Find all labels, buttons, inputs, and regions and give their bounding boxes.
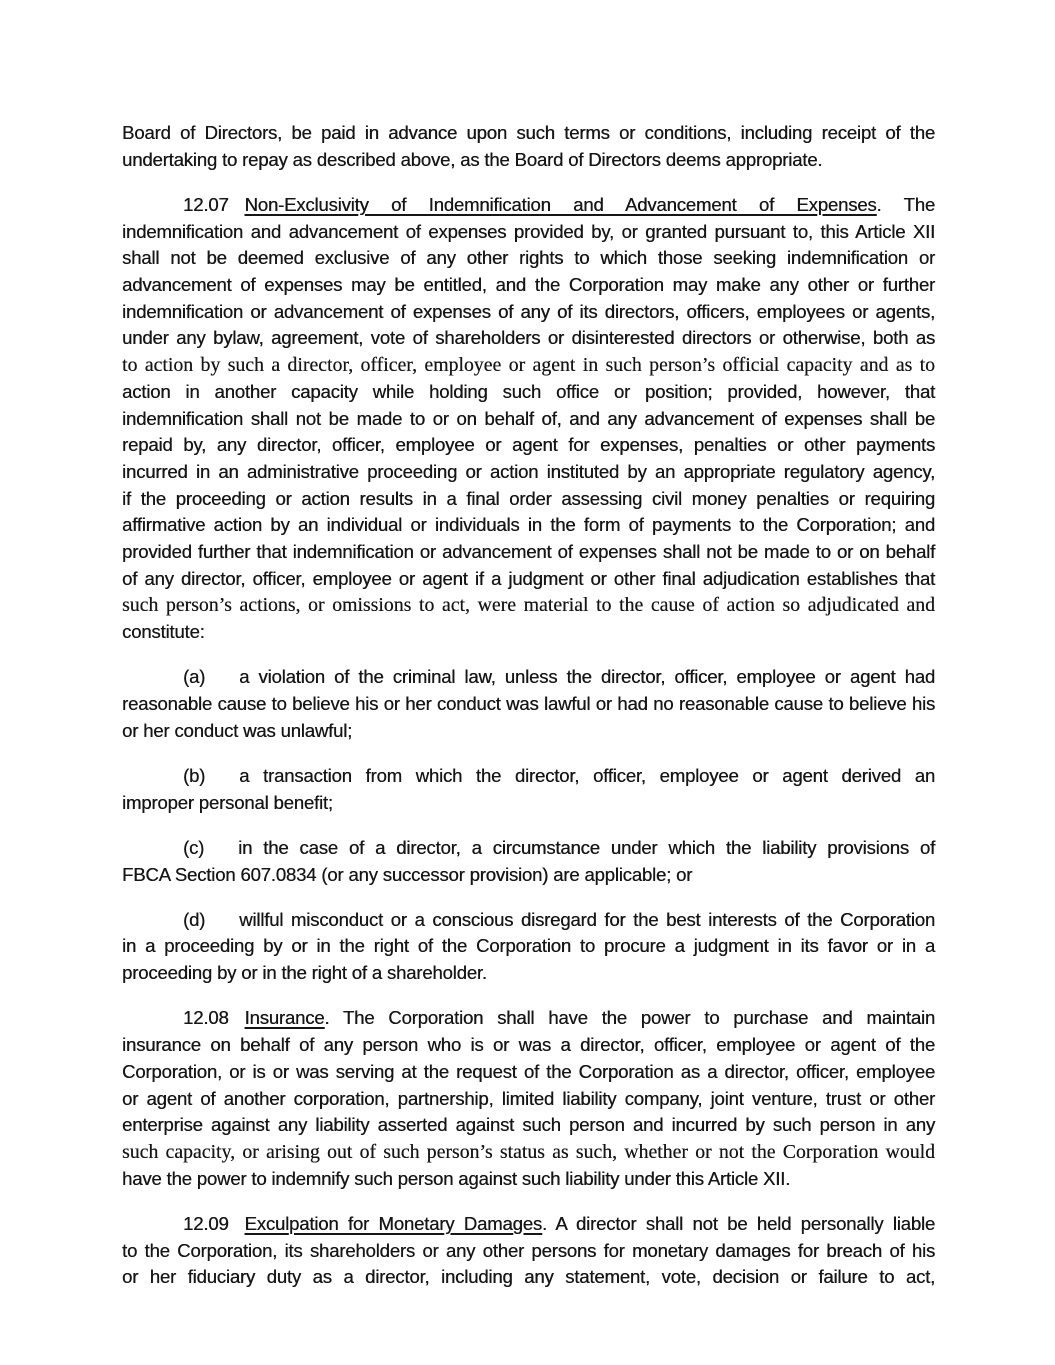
paragraph-item-c — [122, 835, 935, 888]
text-segment: advancement of expenses may be entitled, and the Corporation may make any other or further — [122, 274, 935, 296]
text-line — [122, 1059, 935, 1086]
text-line — [122, 379, 935, 406]
text-segment: to action by such a director, officer, employee or agent in such person’s official capacity and as to — [122, 354, 935, 377]
text-segment: in the case of a director, a circumstance under which the liability provisions of — [238, 836, 935, 858]
text-line — [122, 245, 935, 272]
text-segment: affirmative action by an individual or individuals in the form of payments to the Corporation; and — [122, 514, 935, 536]
text-line — [122, 432, 935, 459]
text-line — [122, 406, 935, 433]
text-segment: if the proceeding or action results in a final order assessing civil money penalties or requiring — [122, 487, 935, 509]
text-segment: such capacity, or arising out of such person’s status as such, whether or not the Corporation would — [122, 1140, 935, 1163]
text-line — [122, 907, 935, 934]
text-line — [122, 192, 935, 219]
text-line — [122, 299, 935, 326]
text-line — [122, 1211, 935, 1238]
text-segment: incurred in an administrative proceeding or action instituted by an appropriate regulatory agency, — [122, 460, 935, 482]
text-line — [122, 147, 935, 174]
text-line — [122, 664, 935, 691]
section-title: Non-Exclusivity of Indemnification and Advancement of Expenses — [244, 193, 877, 215]
text-line — [122, 960, 935, 987]
text-line — [122, 459, 935, 486]
paragraph-item-b — [122, 763, 935, 816]
tab-space — [229, 1023, 245, 1024]
list-marker: (a) — [183, 666, 206, 688]
text-line — [122, 486, 935, 513]
text-line — [122, 835, 935, 862]
text-line — [122, 1086, 935, 1113]
section-title: Insurance — [244, 1007, 325, 1029]
text-segment: under any bylaw, agreement, vote of shareholders or disinterested directors or otherwise, both as — [122, 327, 935, 349]
text-line — [122, 120, 935, 147]
text-line — [122, 933, 935, 960]
tab-space — [205, 925, 239, 926]
text-segment: a transaction from which the director, officer, employee or agent derived an — [239, 764, 935, 786]
text-line — [122, 219, 935, 246]
text-line — [122, 1264, 935, 1291]
section-number: 12.09 — [183, 1212, 229, 1234]
text-line — [122, 1238, 935, 1265]
paragraph-item-a — [122, 664, 935, 744]
tab-space — [229, 210, 245, 211]
text-line — [122, 352, 935, 379]
text-line — [122, 790, 935, 817]
text-segment: such person’s actions, or omissions to act, were material to the cause of action so adjudicated and — [122, 594, 935, 617]
text-line — [122, 1166, 935, 1193]
text-segment: FBCA Section 607.0834 (or any successor provision) are applicable; or — [122, 863, 693, 885]
text-line — [122, 539, 935, 566]
tab-space — [205, 682, 239, 683]
section-number: 12.08 — [183, 1007, 229, 1029]
text-segment: improper personal benefit; — [122, 791, 333, 813]
text-line — [122, 1005, 935, 1032]
list-marker: (d) — [183, 908, 206, 930]
text-line — [122, 619, 935, 646]
text-segment: in a proceeding by or in the right of the Corporation to procure a judgment in its favor or in a — [122, 935, 935, 957]
text-segment: or her fiduciary duty as a director, including any statement, vote, decision or failure to act, — [122, 1266, 935, 1288]
text-segment: of any director, officer, employee or agent if a judgment or other final adjudication establishes that — [122, 567, 935, 589]
list-marker: (c) — [183, 836, 205, 858]
paragraph-12-09 — [122, 1211, 935, 1291]
text-segment: indemnification and advancement of expenses provided by, or granted pursuant to, this Article XII — [122, 220, 935, 242]
section-title: Exculpation for Monetary Damages — [244, 1212, 542, 1234]
text-segment: proceeding by or in the right of a shareholder. — [122, 962, 487, 984]
text-segment: Corporation, or is or was serving at the request of the Corporation as a director, officer, employee — [122, 1060, 935, 1082]
text-segment: shall not be deemed exclusive of any other rights to which those seeking indemnification or — [122, 247, 935, 269]
text-segment: insurance on behalf of any person who is or was a director, officer, employee or agent of the — [122, 1034, 935, 1056]
tab-space — [229, 1229, 245, 1230]
paragraph-item-d — [122, 907, 935, 987]
text-segment: repaid by, any director, officer, employee or agent for expenses, penalties or other payments — [122, 434, 935, 456]
text-segment: have the power to indemnify such person against such liability under this Article XII. — [122, 1167, 791, 1189]
paragraph-12-08 — [122, 1005, 935, 1192]
text-line — [122, 512, 935, 539]
text-segment: action in another capacity while holding such office or position; provided, however, that — [122, 380, 935, 402]
tab-space — [204, 853, 238, 854]
text-segment: reasonable cause to believe his or her conduct was lawful or had no reasonable cause to believe his — [122, 693, 935, 715]
tab-space — [205, 781, 239, 782]
text-line — [122, 1112, 935, 1139]
text-line — [122, 272, 935, 299]
text-segment: indemnification or advancement of expenses of any of its directors, officers, employees or agents, — [122, 300, 935, 322]
text-segment: undertaking to repay as described above, as the Board of Directors deems appropriate. — [122, 148, 823, 170]
text-segment: or her conduct was unlawful; — [122, 719, 353, 741]
text-segment: provided further that indemnification or advancement of expenses shall not be made to or on behalf — [122, 541, 935, 563]
list-marker: (b) — [183, 764, 206, 786]
text-line — [122, 763, 935, 790]
text-line — [122, 691, 935, 718]
text-segment: to the Corporation, its shareholders or any other persons for monetary damages for breach of his — [122, 1239, 935, 1261]
text-line — [122, 862, 935, 889]
section-number: 12.07 — [183, 193, 229, 215]
text-line — [122, 718, 935, 745]
text-segment: constitute: — [122, 621, 205, 643]
text-line — [122, 566, 935, 593]
document-content — [122, 120, 935, 1291]
text-line — [122, 1139, 935, 1166]
text-segment: willful misconduct or a conscious disregard for the best interests of the Corporation — [239, 908, 935, 930]
text-line — [122, 592, 935, 619]
text-segment: enterprise against any liability asserted against such person and incurred by such person in any — [122, 1114, 935, 1136]
text-line — [122, 325, 935, 352]
text-segment: indemnification shall not be made to or on behalf of, and any advancement of expenses shall be — [122, 407, 935, 429]
paragraph-12-07 — [122, 192, 935, 646]
text-segment: . A director shall not be held personally liable — [541, 1212, 935, 1234]
text-segment: Board of Directors, be paid in advance upon such terms or conditions, including receipt of the — [122, 122, 935, 143]
text-segment: . The — [876, 193, 935, 215]
text-segment: a violation of the criminal law, unless the director, officer, employee or agent had — [239, 666, 935, 688]
paragraph-continuation — [122, 120, 935, 173]
text-line — [122, 1032, 935, 1059]
text-segment: or agent of another corporation, partnership, limited liability company, joint venture, trust or other — [122, 1087, 935, 1109]
text-segment: . The Corporation shall have the power to purchase and maintain — [324, 1007, 935, 1029]
